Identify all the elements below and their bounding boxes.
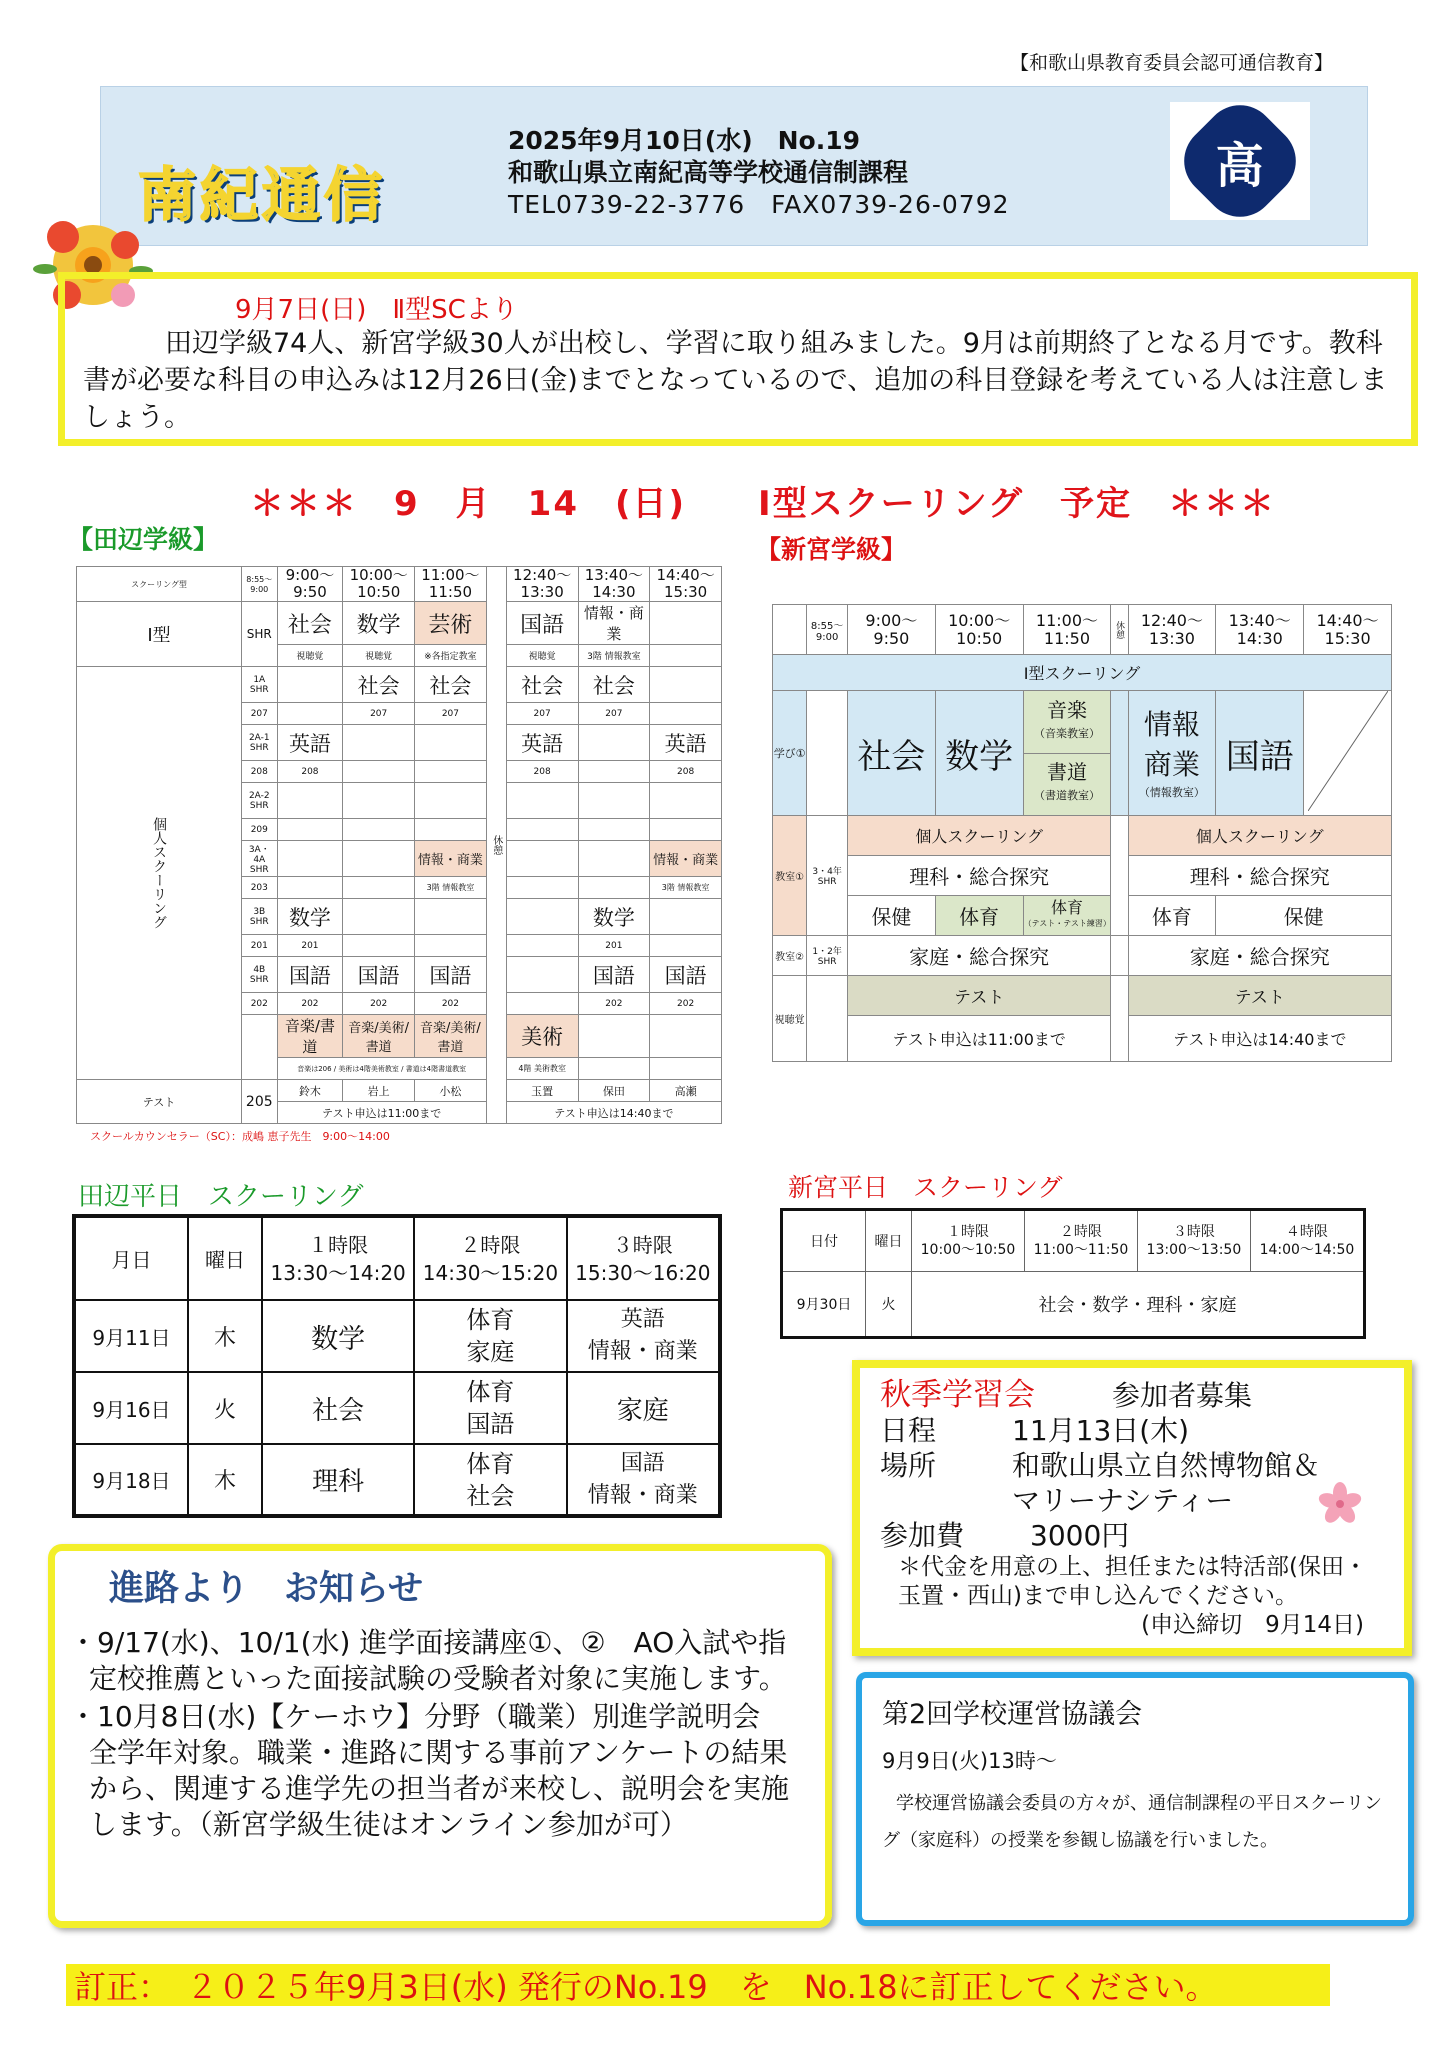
table-row: テスト申込は11:00まで テスト申込は14:40まで bbox=[773, 1016, 1392, 1062]
career-item: ・9/17(水)、10/1(水) 進学面接講座①、② AO入試や指定校推薦といった面接試験の受験者対象に実施します。 bbox=[69, 1626, 787, 1695]
career-notice-box bbox=[48, 1544, 832, 1928]
table-row: 2A-2 SHR bbox=[77, 783, 722, 819]
sc-notice-body: 田辺学級74人、新宮学級30人が出校し、学習に取り組みました。9月は前期終了となる月です。教科書が必要な科目の申込みは12月26日(金)までとなっているので、追加の科目登録を考えている人は注意しましょう。 bbox=[83, 328, 1388, 433]
council-text: 学校運営協議会委員の方々が、通信制課程の平日スクーリング（家庭科）の授業を参観し協議を行いました。 bbox=[882, 1793, 1382, 1851]
table-row: 保健 体育 体育 （テスト・テスト練習） 体育 保健 bbox=[773, 896, 1392, 936]
schedule-title: ＊＊＊ 9 月 14 (日) Ⅰ型スクーリング 予定 ＊＊＊ bbox=[250, 484, 1277, 524]
table-row: 9月18日 木 理科 体育 社会 国語 情報・商業 bbox=[74, 1444, 720, 1516]
table-row: 音楽/書道 音楽/美術/書道 音楽/美術/書道 美術 bbox=[77, 1015, 722, 1058]
contact-info: TEL0739-22-3776 FAX0739-26-0792 bbox=[508, 190, 1010, 219]
school-emblem bbox=[1170, 102, 1310, 220]
table-row: 202 202 202 202 202 202 bbox=[77, 993, 722, 1015]
issue-date: 2025年9月10日(水) No.19 bbox=[508, 126, 861, 155]
table-row: テスト申込は11:00まで テスト申込は14:40まで bbox=[77, 1102, 722, 1124]
shingu-label: 【新宮学級】 bbox=[756, 535, 907, 564]
table-row: 201 201 201 bbox=[77, 935, 722, 957]
autumn-recruit: 参加者募集 bbox=[1112, 1379, 1253, 1412]
emblem-char: 高 bbox=[1215, 137, 1265, 194]
tanabe-weekday-title: 田辺平日 スクーリング bbox=[78, 1182, 364, 1212]
table-row: 8:55〜9:00 9:00〜 9:50 10:00〜 10:50 11:00〜 11:50 休憩 12:40〜 13:30 13:40〜 14:30 14:40〜 15:30 bbox=[773, 605, 1392, 655]
tanabe-schedule-table bbox=[76, 566, 722, 1124]
table-row: Ⅰ型 SHR 社会 数学 芸術 国語 情報・商業 bbox=[77, 602, 722, 645]
table-row: 個人スクーリング 1A SHR 社会 社会 社会 社会 bbox=[77, 667, 722, 703]
table-row: Ⅰ型スクーリング bbox=[773, 655, 1392, 691]
table-row: 視聴覚 視聴覚 ※各指定教室 視聴覚 3階 情報教室 bbox=[77, 645, 722, 667]
table-row: 教室② 1・2年 SHR 家庭・総合探究 家庭・総合探究 bbox=[773, 936, 1392, 976]
table-row: 208 208 208 208 bbox=[77, 761, 722, 783]
autumn-title: 秋季学習会 bbox=[880, 1377, 1035, 1413]
sc-notice-box bbox=[58, 272, 1418, 446]
counselor-note: スクールカウンセラー（SC）：成嶋 恵子先生 9:00〜14:00 bbox=[90, 1130, 390, 1143]
sc-notice-title: 9月7日(日) Ⅱ型SCより bbox=[235, 295, 518, 325]
authorization-note: 【和歌山県教育委員会認可通信教育】 bbox=[1010, 52, 1334, 74]
table-row: 209 bbox=[77, 819, 722, 841]
table-row: 9月30日 火 社会・数学・理科・家庭 bbox=[782, 1272, 1365, 1338]
newsletter-logo: 南紀通信 bbox=[138, 161, 387, 229]
sakura-icon bbox=[1318, 1482, 1362, 1526]
table-row: 日付 曜日 １時限 10:00〜10:50 ２時限 11:00〜11:50 ３時限 13:00〜13:50 ４時限 14:00〜14:50 bbox=[782, 1210, 1365, 1272]
autumn-study-box: 秋季学習会 参加者募集 日程 11月13日(木) 場所 和歌山県立自然博物館＆ マリーナシティー 参加費 3000円 ＊代金を用意の上、担任または特活部(保田・玉置・西山)まで申し込んでください。 (申込締切 9月14日) bbox=[852, 1360, 1412, 1656]
career-item: ・10月8日(水)【ケーホウ】分野（職業）別進学説明会 全学年対象。職業・進路に関する事前アンケートの結果から、関連する進学先の担当者が来校し、説明会を実施します。（新宮学級生徒はオンライン参加が可） bbox=[69, 1700, 790, 1841]
tanabe-weekday-table bbox=[72, 1214, 722, 1518]
correction-note: 訂正： ２０２５年9月3日(水) 発行のNo.19 を No.18に訂正してください。 bbox=[66, 1964, 1330, 2006]
council-box bbox=[856, 1672, 1414, 1926]
table-row: 理科・総合探究 理科・総合探究 bbox=[773, 856, 1392, 896]
council-date: 9月9日(火)13時〜 bbox=[882, 1749, 1057, 1773]
table-row: スクーリング型 8:55〜9:00 9:00〜 9:50 10:00〜 10:50 11:00〜 11:50 休憩 12:40〜 13:30 13:40〜 14:30 14:40〜 15:30 bbox=[77, 567, 722, 602]
table-row: 音楽は206 / 美術は4階美術教室 / 書道は4階書道教室 4階 美術教室 bbox=[77, 1058, 722, 1080]
tanabe-label: 【田辺学級】 bbox=[68, 525, 219, 554]
table-row: 3A・4A SHR 情報・商業 情報・商業 bbox=[77, 841, 722, 877]
header-info bbox=[508, 125, 1010, 221]
table-row: 9月16日 火 社会 体育 国語 家庭 bbox=[74, 1372, 720, 1444]
shingu-schedule-table bbox=[772, 604, 1392, 1062]
career-title: 進路より お知らせ bbox=[109, 1569, 423, 1609]
shingu-weekday-title: 新宮平日 スクーリング bbox=[788, 1173, 1063, 1202]
table-row: 2A-1 SHR 英語 英語 英語 bbox=[77, 725, 722, 761]
table-row: 視聴覚 テスト テスト bbox=[773, 976, 1392, 1016]
table-row: 203 3階 情報教室 3階 情報教室 bbox=[77, 877, 722, 899]
table-row: 207 207 207 207 207 bbox=[77, 703, 722, 725]
table-row: テスト 205 鈴木 岩上 小松 玉置 保田 高瀬 bbox=[77, 1080, 722, 1102]
table-row: 9月11日 木 数学 体育 家庭 英語 情報・商業 bbox=[74, 1300, 720, 1372]
table-row: 学び① 社会 数学 音楽 （音楽教室） 情報 商業 （情報教室） 国語 bbox=[773, 691, 1392, 754]
diagonal-line-icon bbox=[1308, 691, 1388, 811]
table-row: 4B SHR 国語 国語 国語 国語 国語 bbox=[77, 957, 722, 993]
shingu-weekday-table bbox=[780, 1208, 1366, 1339]
table-row: 書道 （書道教室） bbox=[773, 753, 1392, 816]
school-name: 和歌山県立南紀高等学校通信制課程 bbox=[508, 158, 909, 187]
table-row: 3B SHR 数学 数学 bbox=[77, 899, 722, 935]
table-row: 月日 曜日 １時限 13:30〜14:20 ２時限 14:30〜15:20 ３時限 15:30〜16:20 bbox=[74, 1216, 720, 1300]
table-row: 教室① 3・4年 SHR 個人スクーリング 個人スクーリング bbox=[773, 816, 1392, 856]
council-title: 第2回学校運営協議会 bbox=[882, 1699, 1143, 1730]
